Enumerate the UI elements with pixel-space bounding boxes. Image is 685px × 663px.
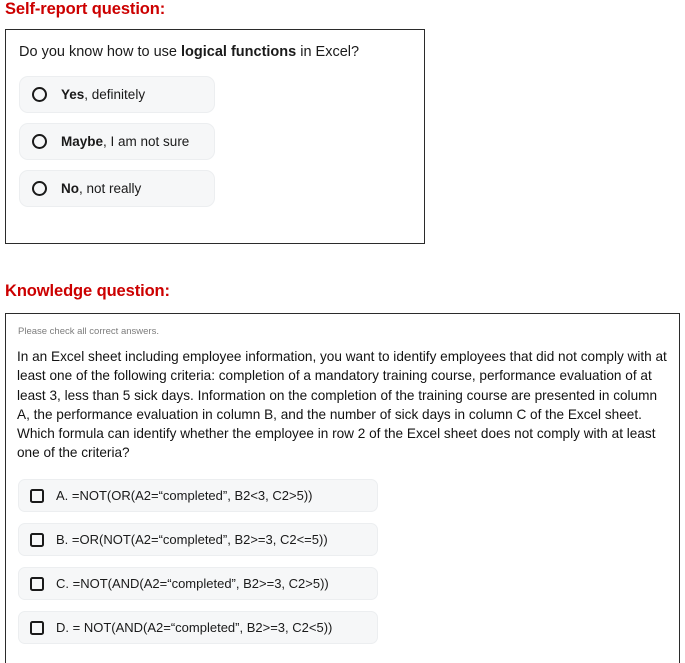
checkbox-unchecked-icon[interactable] <box>30 489 44 503</box>
knowledge-option-c[interactable] <box>18 567 378 600</box>
option-label-rest: , not really <box>79 181 142 196</box>
knowledge-card <box>5 313 680 663</box>
self-report-card <box>5 29 425 244</box>
option-label-rest: , definitely <box>84 87 146 102</box>
radio-unchecked-icon[interactable] <box>32 87 47 102</box>
self-report-option-yes[interactable] <box>19 76 215 113</box>
checkbox-unchecked-icon[interactable] <box>30 533 44 547</box>
checkbox-unchecked-icon[interactable] <box>30 621 44 635</box>
option-label: C. =NOT(AND(A2=“completed”, B2>=3, C2>5)) <box>56 576 329 591</box>
option-label <box>61 87 145 102</box>
checkbox-unchecked-icon[interactable] <box>30 577 44 591</box>
knowledge-option-d[interactable] <box>18 611 378 644</box>
option-label-bold: Maybe <box>61 134 104 149</box>
knowledge-question-text: In an Excel sheet including employee information, you want to identify employees that did not comply with at least one of the following criteria: completion of a mandatory training course, performance evaluation of at least 3, less than 5 sick days. Information on the completion of the training course are presented in column A, the performance evaluation in column B, and the number of sick days in column C of the Excel sheet. Which formula can identify whether the employee in row 2 of the Excel sheet does not comply with at least one of the criteria? <box>17 349 667 461</box>
option-label: D. = NOT(AND(A2=“completed”, B2>=3, C2<5)) <box>56 620 333 635</box>
knowledge-option-list <box>18 479 378 655</box>
question-prefix: Do you know how to use <box>19 44 182 60</box>
option-label-bold: No <box>61 181 79 196</box>
radio-unchecked-icon[interactable] <box>32 134 47 149</box>
knowledge-section-heading: Knowledge question: <box>5 282 170 300</box>
option-label: A. =NOT(OR(A2=“completed”, B2<3, C2>5)) <box>56 488 313 503</box>
option-label-bold: Yes <box>61 87 85 102</box>
knowledge-instruction-hint: Please check all correct answers. <box>18 326 159 337</box>
question-bold-term: logical functions <box>181 44 297 60</box>
question-suffix: in Excel? <box>296 44 360 60</box>
self-report-option-no[interactable] <box>19 170 215 207</box>
option-label <box>61 134 189 149</box>
option-label: B. =OR(NOT(A2=“completed”, B2>=3, C2<=5)) <box>56 532 328 547</box>
self-report-question-text <box>19 43 359 62</box>
radio-unchecked-icon[interactable] <box>32 181 47 196</box>
self-report-section-heading: Self-report question: <box>5 0 166 18</box>
option-label-rest: , I am not sure <box>103 134 190 149</box>
knowledge-option-a[interactable] <box>18 479 378 512</box>
self-report-option-maybe[interactable] <box>19 123 215 160</box>
self-report-option-list <box>19 76 215 217</box>
option-label <box>61 181 141 196</box>
knowledge-option-b[interactable] <box>18 523 378 556</box>
